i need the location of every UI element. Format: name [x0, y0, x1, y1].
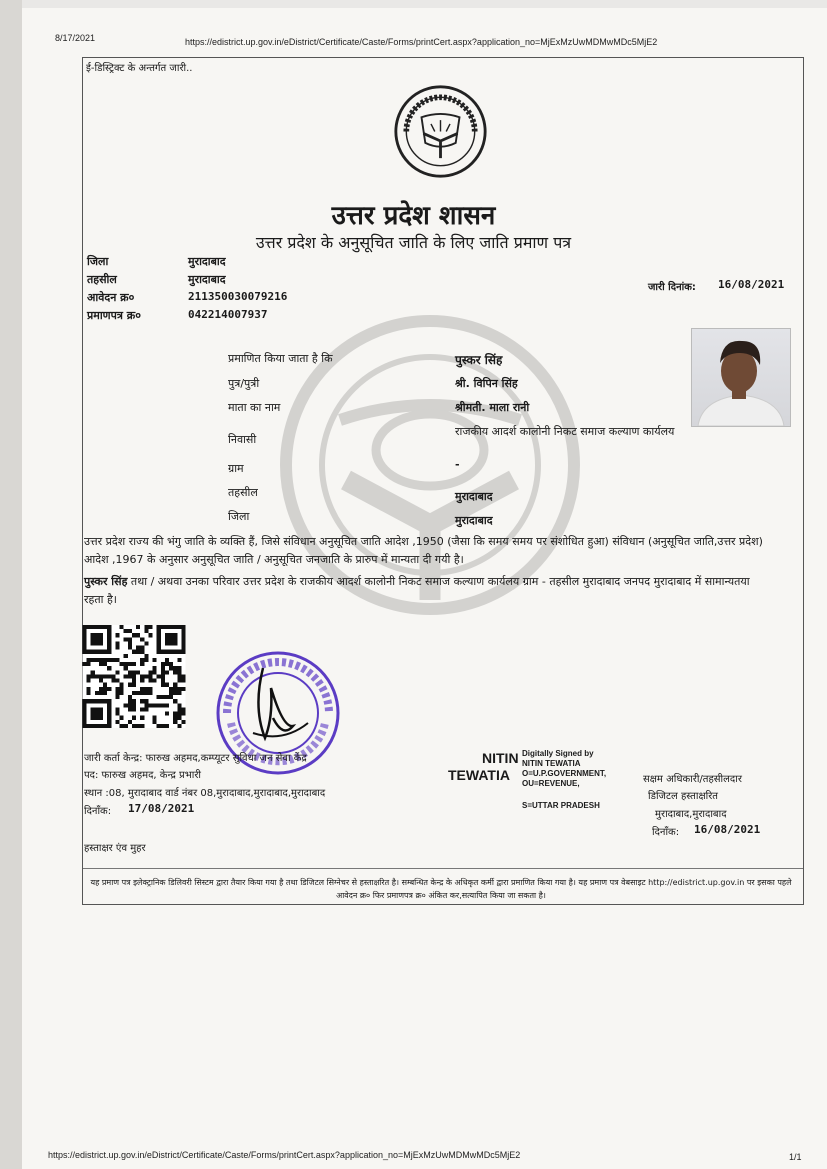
verification-note: यह प्रमाण पत्र इलेक्ट्रानिक डिलिवरी सिस्टम द्वारा तैयार किया गया है तथा डिजिटल सिग्नेचर से हस्ताक्षरित है। सम्बन्धित केन्द्र के अधिकृत कर्मी द्वारा प्रमाणित किया गया है। यह प्रमाण पत्र वेबसाइट http://edistrict.up.gov.in पर इसका पहले आवेदन क्र० फिर प्रमाणपत्र क्र० अंकित कर,सत्यापित किया जा सकता है।: [90, 878, 792, 900]
issuer-post: पद: फारुख अहमद, केन्द्र प्रभारी: [84, 770, 202, 781]
meta-label-application-no: आवेदन क्र०: [87, 291, 135, 304]
authority-location: मुरादाबाद,मुरादाबाद: [655, 809, 727, 820]
detail-label-village: ग्राम: [228, 462, 244, 475]
detail-label-tehsil: तहसील: [228, 486, 258, 499]
detail-value-tehsil: मुरादाबाद: [455, 490, 493, 503]
detail-label-district: जिला: [228, 510, 250, 523]
issuer-center: जारी कर्ता केन्द्र: फारुख अहमद,कम्प्यूटर सुविधा जन सेवा केंद्र: [84, 753, 307, 764]
certificate-statement: उत्तर प्रदेश राज्य की भंगु जाति के व्यक्ति हैं, जिसे संविधान अनुसूचित जाति आदेश ,1950 (जैसा कि समय समय पर संशोधित हुआ) संविधान (अनुसूचित जाति,उत्तर प्रदेश) आदेश ,1967 के अनुसार अनुसूचित जाति / अनुसूचित जनजाति के प्रारुप में मान्यता दी गयी है।: [84, 535, 763, 566]
edistrict-note: ई-डिस्ट्रिक्ट के अन्तर्गत जारी..: [86, 63, 193, 74]
issue-date: 16/08/2021: [718, 278, 785, 291]
authority-date: 16/08/2021: [694, 823, 761, 836]
authority-digital-signed: डिजिटल हस्ताक्षरित: [648, 791, 718, 802]
digital-sign-name-line1: NITIN: [482, 750, 519, 766]
detail-value-mother: श्रीमती. माला रानी: [455, 401, 530, 414]
meta-label-tehsil: तहसील: [87, 273, 117, 286]
residence-statement-name: पुस्कर सिंह: [84, 575, 128, 588]
print-footer-page: 1/1: [789, 1152, 802, 1162]
scan-shadow: [0, 0, 22, 1169]
detail-value-name: पुस्कर सिंह: [455, 353, 503, 367]
issuer-date-label: दिनाँक:: [84, 806, 112, 817]
detail-value-address: राजकीय आदर्श कालोनी निकट समाज कल्याण कार्यलय: [455, 425, 675, 438]
govt-title: उत्तर प्रदेश शासन: [331, 201, 496, 231]
meta-value-certificate-no: 042214007937: [188, 308, 268, 321]
print-url: https://edistrict.up.gov.in/eDistrict/Certificate/Caste/Forms/printCert.aspx?application_no=MjExMzUwMDMwMDc5MjE2: [185, 37, 658, 47]
detail-value-village: -: [455, 458, 460, 471]
digital-sign-name-line2: TEWATIA: [448, 767, 510, 783]
issue-date-label: जारी दिनांक:: [648, 282, 696, 293]
authority-date-label: दिनाँक:: [652, 827, 680, 838]
detail-label-son-daughter: पुत्र/पुत्री: [228, 377, 260, 390]
residence-statement-text: तथा / अथवा उनका परिवार उत्तर प्रदेश के राजकीय आदर्श कालोनी निकट समाज कल्याण कार्यलय ग्राम - तहसील मुरादाबाद जनपद मुरादाबाद में सामान्यतया रहता है।: [84, 575, 750, 606]
meta-value-district: मुरादाबाद: [188, 255, 226, 268]
issuer-date: 17/08/2021: [128, 802, 195, 815]
detail-value-district: मुरादाबाद: [455, 514, 493, 527]
print-footer-url: https://edistrict.up.gov.in/eDistrict/Certificate/Caste/Forms/printCert.aspx?application_no=MjExMzUwMDMwMDc5MjE2: [48, 1150, 521, 1160]
meta-label-district: जिला: [87, 255, 109, 268]
digital-sign-details: Digitally Signed by NITIN TEWATIA O=U.P.GOVERNMENT, OU=REVENUE,: [522, 749, 607, 788]
certificate-title: उत्तर प्रदेश के अनुसूचित जाति के लिए जाति प्रमाण पत्र: [255, 233, 572, 252]
residence-statement: [84, 573, 764, 609]
sign-and-seal-label: हस्ताक्षर एंव मुहर: [84, 843, 146, 854]
detail-label-certified: प्रमाणित किया जाता है कि: [228, 352, 333, 365]
qr-code-icon: [82, 625, 186, 728]
meta-value-tehsil: मुरादाबाद: [188, 273, 226, 286]
footer-divider: [83, 868, 803, 869]
detail-label-mother: माता का नाम: [228, 401, 281, 414]
authority-designation: सक्षम अधिकारी/तहसीलदार: [643, 774, 742, 785]
up-emblem-icon: [393, 84, 488, 179]
issuer-place: स्थान :08, मुरादाबाद वार्ड नंबर 08,मुरादाबाद,मुरादाबाद,मुरादाबाद: [84, 788, 326, 799]
detail-label-resident: निवासी: [228, 433, 257, 446]
print-date: 8/17/2021: [55, 33, 96, 43]
meta-value-application-no: 211350030079216: [188, 290, 288, 303]
applicant-photo: [691, 328, 791, 427]
meta-label-certificate-no: प्रमाणपत्र क्र०: [87, 309, 141, 322]
digital-sign-state: S=UTTAR PRADESH: [522, 801, 600, 810]
detail-value-father: श्री. विपिन सिंह: [455, 377, 518, 390]
